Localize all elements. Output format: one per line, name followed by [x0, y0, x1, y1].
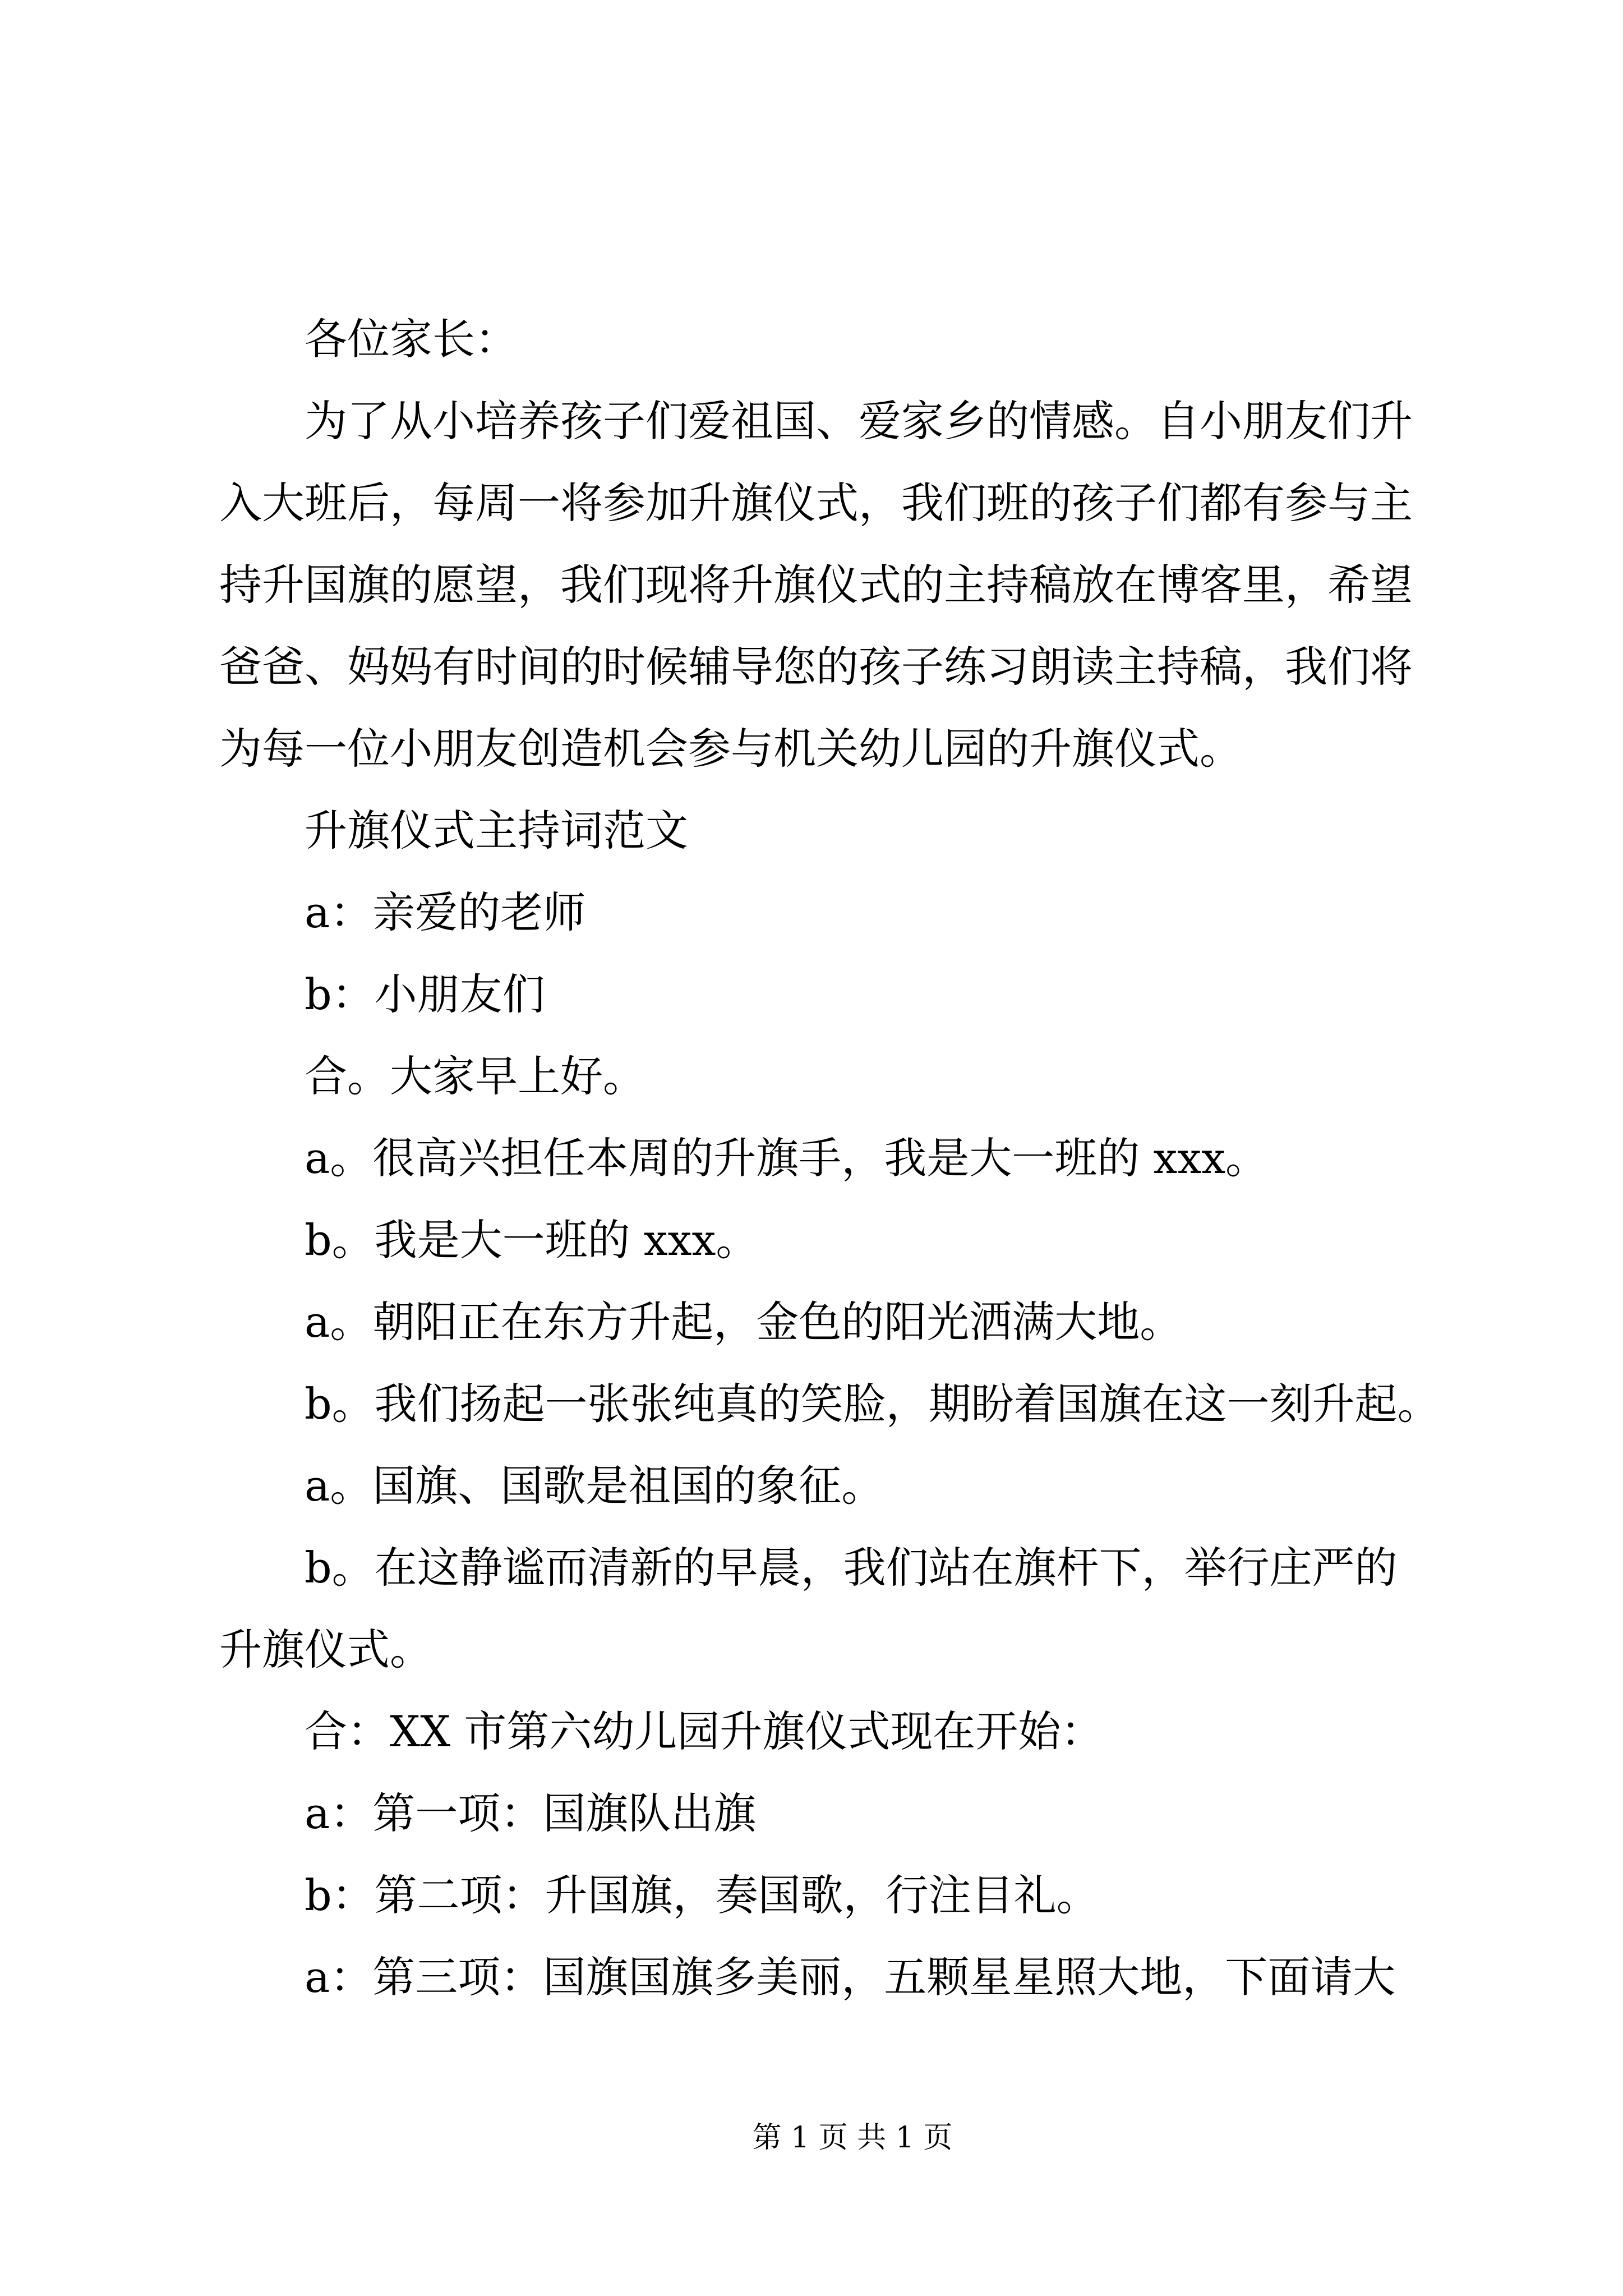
text-line: 合：XX 市第六幼儿园升旗仪式现在开始： [305, 1706, 1104, 1756]
script-line [219, 872, 1453, 954]
text-line: b。在这静谧而清新的早晨，我们站在旗杆下，举行庄严的 [305, 1543, 1398, 1593]
script-line [219, 1036, 1453, 1117]
text-line: 持升国旗的愿望，我们现将升旗仪式的主持稿放在博客里，希望 [219, 560, 1413, 610]
text-line: b。我们扬起一张张纯真的笑脸，期盼着国旗在这一刻升起。 [305, 1379, 1440, 1429]
text-line: a：第三项：国旗国旗多美丽，五颗星星照大地，下面请大 [305, 1952, 1396, 2002]
script-line [219, 1281, 1453, 1363]
salutation-paragraph [219, 298, 1453, 380]
script-line [219, 1691, 1453, 1773]
text-line: b：小朋友们 [305, 969, 545, 1019]
script-line [219, 1117, 1453, 1199]
text-line: 各位家长： [305, 314, 518, 364]
script-line [219, 1527, 1453, 1691]
text-line: 合。大家早上好。 [305, 1051, 645, 1101]
text-line: b。我是大一班的 xxx。 [305, 1215, 759, 1265]
text-line: a。很高兴担任本周的升旗手，我是大一班的 xxx。 [305, 1133, 1269, 1183]
script-line [219, 1363, 1453, 1445]
script-line [219, 954, 1453, 1036]
text-line: a：亲爱的老师 [305, 887, 586, 937]
text-line: 升旗仪式主持词范文 [305, 806, 688, 855]
text-line: a。朝阳正在东方升起，金色的阳光洒满大地。 [305, 1297, 1183, 1347]
text-line: a。国旗、国歌是祖国的象征。 [305, 1461, 884, 1511]
script-title [219, 790, 1453, 872]
script-line [219, 1773, 1453, 1855]
intro-paragraph [219, 380, 1453, 790]
script-line [219, 1199, 1453, 1281]
document-body [219, 298, 1453, 2018]
script-line [219, 1855, 1453, 1936]
text-line: 爸爸、妈妈有时间的时候辅导您的孩子练习朗读主持稿，我们将 [219, 642, 1413, 692]
text-line: b：第二项：升国旗，奏国歌，行注目礼。 [305, 1870, 1099, 1920]
script-line [219, 1936, 1453, 2018]
text-line: 升旗仪式。 [219, 1625, 432, 1674]
text-line: 入大班后，每周一将参加升旗仪式，我们班的孩子们都有参与主 [219, 478, 1413, 528]
text-line: a：第一项：国旗队出旗 [305, 1788, 757, 1838]
text-line: 为每一位小朋友创造机会参与机关幼儿园的升旗仪式。 [219, 724, 1242, 774]
page-footer: 第 1 页 共 1 页 [752, 2121, 953, 2155]
text-line: 为了从小培养孩子们爱祖国、爱家乡的情感。自小朋友们升 [305, 396, 1413, 446]
script-line [219, 1445, 1453, 1527]
